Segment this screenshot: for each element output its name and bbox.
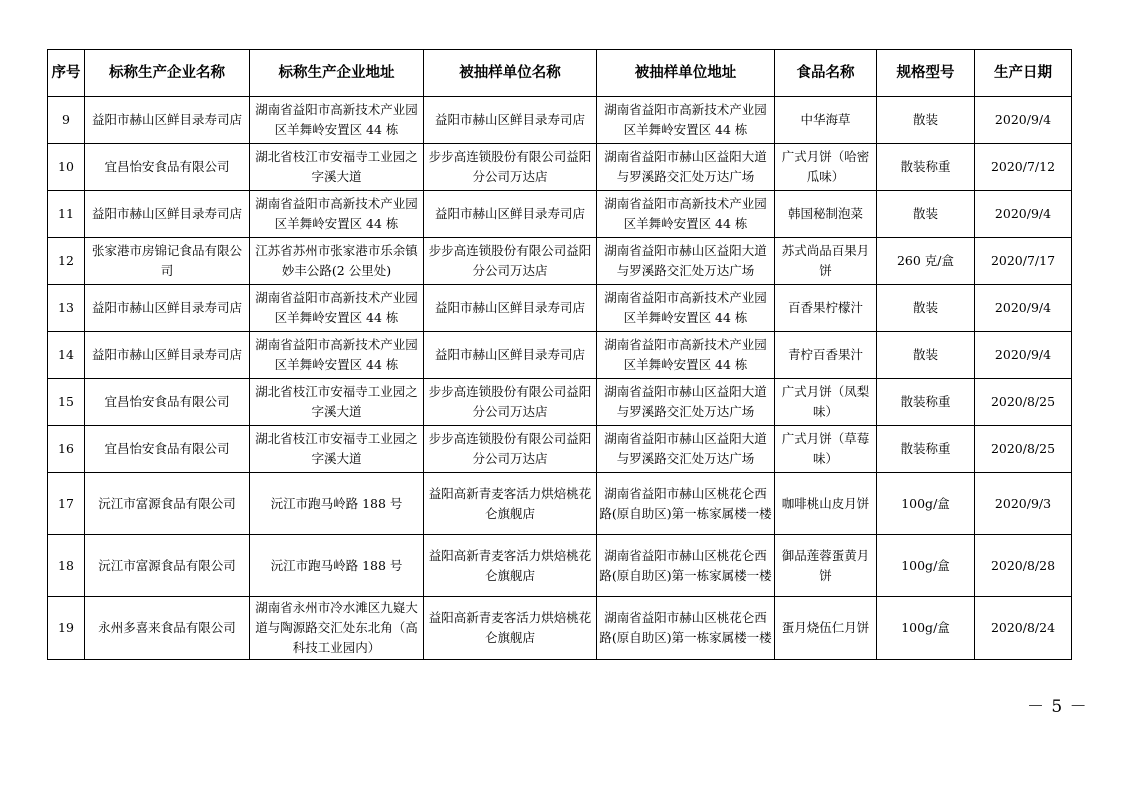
cell-sampled-unit-name: 步步高连锁股份有限公司益阳分公司万达店: [424, 144, 597, 191]
cell-production-date: 2020/9/4: [975, 285, 1072, 332]
cell-sampled-unit-address: 湖南省益阳市高新技术产业园区羊舞岭安置区 44 栋: [597, 97, 775, 144]
cell-sampled-unit-name: 益阳高新青麦客活力烘焙桃花仑旗舰店: [424, 597, 597, 660]
sampling-results-table: [47, 49, 1072, 660]
cell-manufacturer-name: 宜昌怡安食品有限公司: [85, 426, 250, 473]
cell-sampled-unit-name: 益阳高新青麦客活力烘焙桃花仑旗舰店: [424, 473, 597, 535]
cell-production-date: 2020/8/24: [975, 597, 1072, 660]
cell-production-date: 2020/9/4: [975, 97, 1072, 144]
table-row: [48, 535, 1072, 597]
cell-manufacturer-name: 永州多喜来食品有限公司: [85, 597, 250, 660]
cell-production-date: 2020/8/28: [975, 535, 1072, 597]
cell-specification: 100g/盒: [877, 535, 975, 597]
cell-food-name: 苏式尚品百果月饼: [775, 238, 877, 285]
cell-food-name: 咖啡桃山皮月饼: [775, 473, 877, 535]
table-row: [48, 332, 1072, 379]
header-sampled-unit-address: 被抽样单位地址: [597, 50, 775, 97]
table-row: [48, 97, 1072, 144]
cell-specification: 散装称重: [877, 426, 975, 473]
cell-manufacturer-name: 宜昌怡安食品有限公司: [85, 144, 250, 191]
table-row: [48, 473, 1072, 535]
cell-manufacturer-address: 江苏省苏州市张家港市乐余镇妙丰公路(2 公里处): [250, 238, 424, 285]
cell-manufacturer-name: 益阳市赫山区鲜目录寿司店: [85, 285, 250, 332]
cell-manufacturer-address: 湖北省枝江市安福寺工业园之字溪大道: [250, 144, 424, 191]
cell-manufacturer-name: 沅江市富源食品有限公司: [85, 535, 250, 597]
cell-production-date: 2020/8/25: [975, 426, 1072, 473]
cell-row-index: 18: [48, 535, 85, 597]
cell-sampled-unit-name: 步步高连锁股份有限公司益阳分公司万达店: [424, 426, 597, 473]
cell-production-date: 2020/9/4: [975, 191, 1072, 238]
table-row: [48, 379, 1072, 426]
cell-sampled-unit-address: 湖南省益阳市高新技术产业园区羊舞岭安置区 44 栋: [597, 285, 775, 332]
cell-sampled-unit-address: 湖南省益阳市赫山区益阳大道与罗溪路交汇处万达广场: [597, 379, 775, 426]
table-row: [48, 597, 1072, 660]
cell-sampled-unit-address: 湖南省益阳市赫山区桃花仑西路(原自助区)第一栋家属楼一楼: [597, 535, 775, 597]
cell-production-date: 2020/8/25: [975, 379, 1072, 426]
cell-manufacturer-name: 张家港市房锦记食品有限公司: [85, 238, 250, 285]
cell-sampled-unit-name: 益阳市赫山区鲜目录寿司店: [424, 97, 597, 144]
cell-specification: 散装: [877, 191, 975, 238]
cell-manufacturer-address: 沅江市跑马岭路 188 号: [250, 473, 424, 535]
cell-row-index: 17: [48, 473, 85, 535]
cell-specification: 散装: [877, 332, 975, 379]
cell-specification: 散装称重: [877, 379, 975, 426]
cell-manufacturer-address: 湖南省永州市冷水滩区九嶷大道与陶源路交汇处东北角（高科技工业园内）: [250, 597, 424, 660]
cell-sampled-unit-name: 步步高连锁股份有限公司益阳分公司万达店: [424, 238, 597, 285]
cell-manufacturer-address: 湖北省枝江市安福寺工业园之字溪大道: [250, 379, 424, 426]
table-row: [48, 285, 1072, 332]
header-specification: 规格型号: [877, 50, 975, 97]
cell-row-index: 13: [48, 285, 85, 332]
header-row: [48, 50, 1072, 97]
cell-manufacturer-address: 湖南省益阳市高新技术产业园区羊舞岭安置区 44 栋: [250, 191, 424, 238]
cell-specification: 100g/盒: [877, 473, 975, 535]
cell-food-name: 百香果柠檬汁: [775, 285, 877, 332]
cell-row-index: 14: [48, 332, 85, 379]
cell-sampled-unit-address: 湖南省益阳市赫山区益阳大道与罗溪路交汇处万达广场: [597, 426, 775, 473]
cell-production-date: 2020/7/17: [975, 238, 1072, 285]
cell-food-name: 中华海草: [775, 97, 877, 144]
header-index: 序号: [48, 50, 85, 97]
cell-food-name: 广式月饼（凤梨味）: [775, 379, 877, 426]
cell-sampled-unit-name: 益阳市赫山区鲜目录寿司店: [424, 285, 597, 332]
cell-sampled-unit-name: 步步高连锁股份有限公司益阳分公司万达店: [424, 379, 597, 426]
cell-manufacturer-address: 湖北省枝江市安福寺工业园之字溪大道: [250, 426, 424, 473]
cell-sampled-unit-address: 湖南省益阳市赫山区桃花仑西路(原自助区)第一栋家属楼一楼: [597, 473, 775, 535]
cell-sampled-unit-name: 益阳市赫山区鲜目录寿司店: [424, 332, 597, 379]
cell-row-index: 9: [48, 97, 85, 144]
cell-food-name: 广式月饼（草莓味）: [775, 426, 877, 473]
cell-production-date: 2020/9/4: [975, 332, 1072, 379]
cell-sampled-unit-name: 益阳高新青麦客活力烘焙桃花仑旗舰店: [424, 535, 597, 597]
cell-manufacturer-address: 湖南省益阳市高新技术产业园区羊舞岭安置区 44 栋: [250, 97, 424, 144]
cell-manufacturer-name: 沅江市富源食品有限公司: [85, 473, 250, 535]
cell-food-name: 御品莲蓉蛋黄月饼: [775, 535, 877, 597]
cell-row-index: 10: [48, 144, 85, 191]
cell-manufacturer-name: 益阳市赫山区鲜目录寿司店: [85, 191, 250, 238]
table-row: [48, 238, 1072, 285]
cell-food-name: 蛋月烧伍仁月饼: [775, 597, 877, 660]
cell-manufacturer-address: 沅江市跑马岭路 188 号: [250, 535, 424, 597]
header-manufacturer-address: 标称生产企业地址: [250, 50, 424, 97]
cell-row-index: 15: [48, 379, 85, 426]
cell-food-name: 韩国秘制泡菜: [775, 191, 877, 238]
page-number: － 5 －: [1027, 697, 1088, 717]
cell-sampled-unit-name: 益阳市赫山区鲜目录寿司店: [424, 191, 597, 238]
cell-manufacturer-name: 益阳市赫山区鲜目录寿司店: [85, 332, 250, 379]
header-food-name: 食品名称: [775, 50, 877, 97]
cell-specification: 100g/盒: [877, 597, 975, 660]
cell-production-date: 2020/9/3: [975, 473, 1072, 535]
header-production-date: 生产日期: [975, 50, 1072, 97]
cell-production-date: 2020/7/12: [975, 144, 1072, 191]
cell-specification: 260 克/盒: [877, 238, 975, 285]
cell-row-index: 16: [48, 426, 85, 473]
cell-sampled-unit-address: 湖南省益阳市高新技术产业园区羊舞岭安置区 44 栋: [597, 332, 775, 379]
cell-manufacturer-address: 湖南省益阳市高新技术产业园区羊舞岭安置区 44 栋: [250, 285, 424, 332]
cell-manufacturer-name: 宜昌怡安食品有限公司: [85, 379, 250, 426]
cell-row-index: 11: [48, 191, 85, 238]
cell-sampled-unit-address: 湖南省益阳市赫山区桃花仑西路(原自助区)第一栋家属楼一楼: [597, 597, 775, 660]
header-sampled-unit-name: 被抽样单位名称: [424, 50, 597, 97]
cell-row-index: 12: [48, 238, 85, 285]
cell-sampled-unit-address: 湖南省益阳市高新技术产业园区羊舞岭安置区 44 栋: [597, 191, 775, 238]
cell-specification: 散装: [877, 285, 975, 332]
cell-manufacturer-name: 益阳市赫山区鲜目录寿司店: [85, 97, 250, 144]
table-row: [48, 191, 1072, 238]
header-manufacturer-name: 标称生产企业名称: [85, 50, 250, 97]
cell-sampled-unit-address: 湖南省益阳市赫山区益阳大道与罗溪路交汇处万达广场: [597, 238, 775, 285]
table-row: [48, 144, 1072, 191]
cell-specification: 散装称重: [877, 144, 975, 191]
cell-manufacturer-address: 湖南省益阳市高新技术产业园区羊舞岭安置区 44 栋: [250, 332, 424, 379]
cell-sampled-unit-address: 湖南省益阳市赫山区益阳大道与罗溪路交汇处万达广场: [597, 144, 775, 191]
table-row: [48, 426, 1072, 473]
cell-row-index: 19: [48, 597, 85, 660]
cell-specification: 散装: [877, 97, 975, 144]
cell-food-name: 广式月饼（哈密瓜味）: [775, 144, 877, 191]
cell-food-name: 青柠百香果汁: [775, 332, 877, 379]
